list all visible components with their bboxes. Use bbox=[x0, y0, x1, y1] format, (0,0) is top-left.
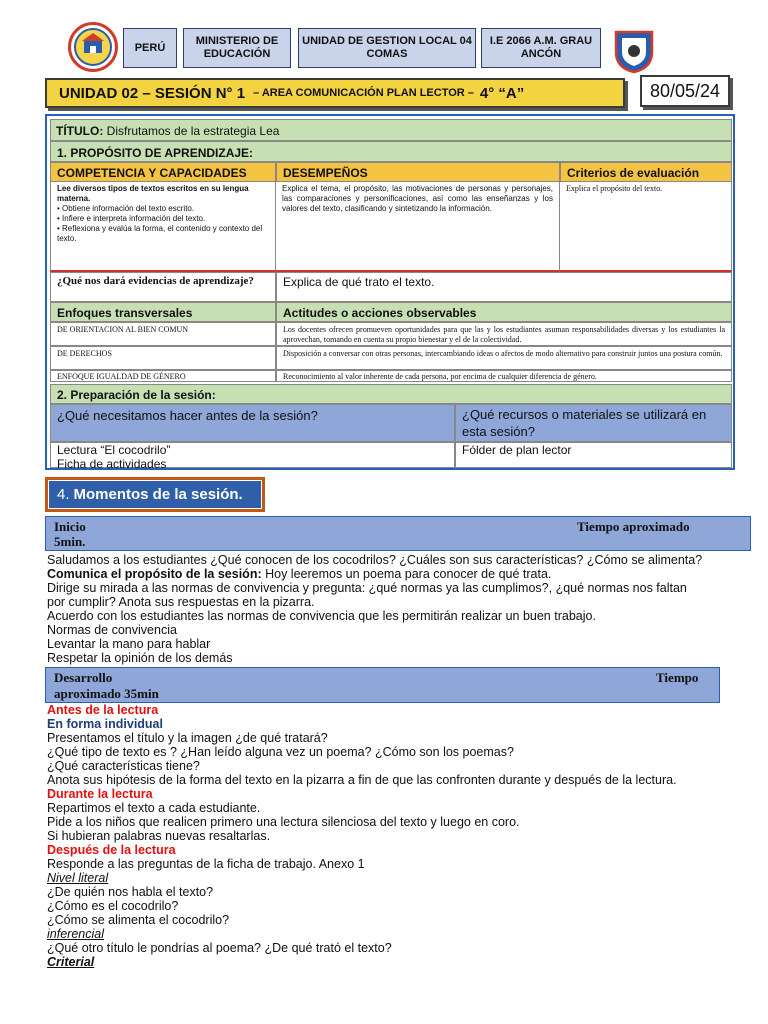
actitudes-header: Actitudes o acciones observables bbox=[276, 302, 732, 322]
ugel-logo bbox=[68, 22, 118, 72]
evidencia-answer: Explica de qué trato el texto. bbox=[276, 272, 732, 302]
antes-line: ¿Qué características tiene? bbox=[47, 759, 200, 773]
enfoque-desc: Disposición a conversar con otras personas, intercambiando ideas o afectos de modo alternativo para construir juntos una postura común. bbox=[276, 346, 732, 370]
evidencia-question: ¿Qué nos dará evidencias de aprendizaje? bbox=[50, 272, 276, 302]
prep-questions-row bbox=[50, 404, 732, 442]
prep-answer-2: Fólder de plan lector bbox=[455, 442, 732, 468]
comunica-label: Comunica el propósito de la sesión: bbox=[47, 567, 262, 581]
inicio-time-label: Tiempo aproximado bbox=[577, 519, 690, 534]
inferencial-label: inferencial bbox=[47, 927, 104, 941]
titulo-row bbox=[50, 119, 732, 141]
enfoque-name: DE DERECHOS bbox=[50, 346, 276, 370]
enfoque-desc: Los docentes ofrecen promueven oportunidades para que las y los estudiantes asuman responsabilidades diversas y los estudiantes la aprovechan, tomando en cuenta su propio bienestar y el de la colectividad. bbox=[276, 322, 732, 346]
prep-question-2: ¿Qué recursos o materiales se utilizará en esta sesión? bbox=[455, 404, 732, 442]
criterio-cell: Explica el propósito del texto. bbox=[560, 182, 732, 272]
header-peru: PERÚ bbox=[123, 28, 177, 68]
header-school: I.E 2066 A.M. GRAU ANCÓN bbox=[481, 28, 601, 68]
material-ficha: Ficha de actividades bbox=[57, 457, 167, 471]
inferencial-question: ¿Qué otro título le pondrías al poema? ¿De qué trató el texto? bbox=[47, 941, 392, 955]
inicio-line: Respetar la opinión de los demás bbox=[47, 651, 233, 665]
desarrollo-label: Desarrollo bbox=[54, 670, 113, 685]
unidad-grade: 4° “A” bbox=[479, 84, 525, 102]
inicio-header bbox=[45, 516, 751, 551]
inicio-line: Levantar la mano para hablar bbox=[47, 637, 211, 651]
inicio-line: Normas de convivencia bbox=[47, 623, 177, 637]
enfoque-desc: Reconocimiento al valor inherente de cada persona, por encima de cualquier diferencia de género. bbox=[276, 370, 732, 382]
enfoque-row-1 bbox=[50, 322, 732, 346]
comunica-line bbox=[47, 567, 762, 581]
col-competencia: COMPETENCIA Y CAPACIDADES bbox=[50, 162, 276, 182]
enfoque-name: DE ORIENTACION AL BIEN COMUN bbox=[50, 322, 276, 346]
enfoque-row-3 bbox=[50, 370, 732, 382]
prep-question-1: ¿Qué necesitamos hacer antes de la sesión? bbox=[50, 404, 455, 442]
literal-question: ¿Cómo es el cocodrilo? bbox=[47, 899, 179, 913]
inicio-content bbox=[47, 553, 762, 665]
desarrollo-time-label: Tiempo bbox=[656, 670, 699, 685]
desarrollo-content bbox=[47, 703, 762, 969]
momentos-number: 4. bbox=[57, 486, 70, 503]
inicio-line: Dirige su mirada a las normas de convivencia y pregunta: ¿qué normas ya las cumplimos?, ¿qué normas nos faltan bbox=[47, 581, 687, 595]
momentos-label: Momentos de la sesión. bbox=[73, 486, 243, 503]
enfoque-name: ENFOQUE IGUALDAD DE GÉNERO bbox=[50, 370, 276, 382]
inicio-label: Inicio bbox=[54, 519, 86, 534]
nivel-literal-label: Nivel literal bbox=[47, 871, 109, 885]
session-table bbox=[45, 114, 735, 470]
antes-line: Anota sus hipótesis de la forma del texto en la pizarra a fin de que las confronten durante y después de la lectura. bbox=[47, 773, 677, 787]
col-desempenos: DESEMPEÑOS bbox=[276, 162, 560, 182]
capacidad-3: • Reflexiona y evalúa la forma, el contenido y contexto del texto. bbox=[57, 224, 263, 243]
prep-answer-1 bbox=[50, 442, 455, 471]
material-lectura: Lectura “El cocodrilo” bbox=[57, 443, 171, 457]
evidencia-row bbox=[50, 272, 732, 302]
desempeno-cell: Explica el tema, el propósito, las motivaciones de personas y personajes, las comparaciones y personificaciones, así como las enseñanzas y los valores del texto, clasificando y sintetizando la información. bbox=[276, 182, 560, 272]
desarrollo-time: aproximado 35min bbox=[54, 686, 159, 701]
durante-title: Durante la lectura bbox=[47, 787, 153, 801]
prep-answers-row bbox=[50, 442, 732, 471]
enfoques-header: Enfoques transversales bbox=[50, 302, 276, 322]
col-criterios: Criterios de evaluación bbox=[560, 162, 732, 182]
antes-line: ¿Qué tipo de texto es ? ¿Han leído alguna vez un poema? ¿Cómo son los poemas? bbox=[47, 745, 514, 759]
titulo-value: Disfrutamos de la estrategia Lea bbox=[106, 124, 280, 138]
capacidad-1: • Obtiene información del texto escrito. bbox=[57, 204, 195, 213]
antes-title: Antes de la lectura bbox=[47, 703, 159, 717]
durante-line: Pide a los niños que realicen primero una lectura silenciosa del texto y luego en coro. bbox=[47, 815, 520, 829]
unidad-title: UNIDAD 02 – SESIÓN N° 1 bbox=[59, 84, 246, 102]
unidad-area: – AREA COMUNICACIÓN PLAN LECTOR – bbox=[253, 87, 474, 99]
competencia-cell bbox=[50, 182, 276, 272]
header-ugel: UNIDAD DE GESTION LOCAL 04 COMAS bbox=[298, 28, 476, 68]
inicio-line: por cumplir? Anota sus respuestas en la pizarra. bbox=[47, 595, 315, 609]
literal-question: ¿De quién nos habla el texto? bbox=[47, 885, 214, 899]
crest-icon bbox=[612, 26, 656, 74]
inicio-line: Saludamos a los estudiantes ¿Qué conocen de los cocodrilos? ¿Cuáles son sus características? ¿Cómo se alimenta? bbox=[47, 553, 703, 567]
momentos-banner bbox=[45, 477, 265, 512]
despues-line: Responde a las preguntas de la ficha de trabajo. Anexo 1 bbox=[47, 857, 365, 871]
titulo-label: TÍTULO: bbox=[56, 124, 104, 138]
unidad-banner bbox=[45, 78, 625, 108]
enfoque-row-2 bbox=[50, 346, 732, 370]
enfoques-header-row bbox=[50, 302, 732, 322]
literal-question: ¿Cómo se alimenta el cocodrilo? bbox=[47, 913, 230, 927]
desarrollo-header bbox=[45, 667, 720, 703]
despues-title: Después de la lectura bbox=[47, 843, 176, 857]
comunica-text: Hoy leeremos un poema para conocer de qué trata. bbox=[261, 567, 552, 581]
criterial-label: Criterial bbox=[47, 955, 95, 969]
capacidad-2: • Infiere e interpreta información del texto. bbox=[57, 214, 206, 223]
header-ministerio: MINISTERIO DE EDUCACIÓN bbox=[183, 28, 291, 68]
antes-line: Presentamos el título y la imagen ¿de qué tratará? bbox=[47, 731, 328, 745]
school-crest bbox=[612, 26, 656, 74]
inicio-time: 5min. bbox=[54, 534, 86, 549]
competencia-row bbox=[50, 182, 732, 272]
ugel-emblem-icon bbox=[73, 27, 113, 67]
session-date: 80/05/24 bbox=[640, 75, 730, 107]
competencia-header-row bbox=[50, 162, 732, 182]
durante-line: Repartimos el texto a cada estudiante. bbox=[47, 801, 261, 815]
antes-subtitle: En forma individual bbox=[47, 717, 163, 731]
competencia-title: Lee diversos tipos de textos escritos en su lengua materna. bbox=[57, 184, 249, 203]
durante-line: Si hubieran palabras nuevas resaltarlas. bbox=[47, 829, 271, 843]
preparacion-row: 2. Preparación de la sesión: bbox=[50, 384, 732, 404]
proposito-row: 1. PROPÓSITO DE APRENDIZAJE: bbox=[50, 141, 732, 162]
inicio-line: Acuerdo con los estudiantes las normas de convivencia que les permitirán realizar un buen trabajo. bbox=[47, 609, 596, 623]
